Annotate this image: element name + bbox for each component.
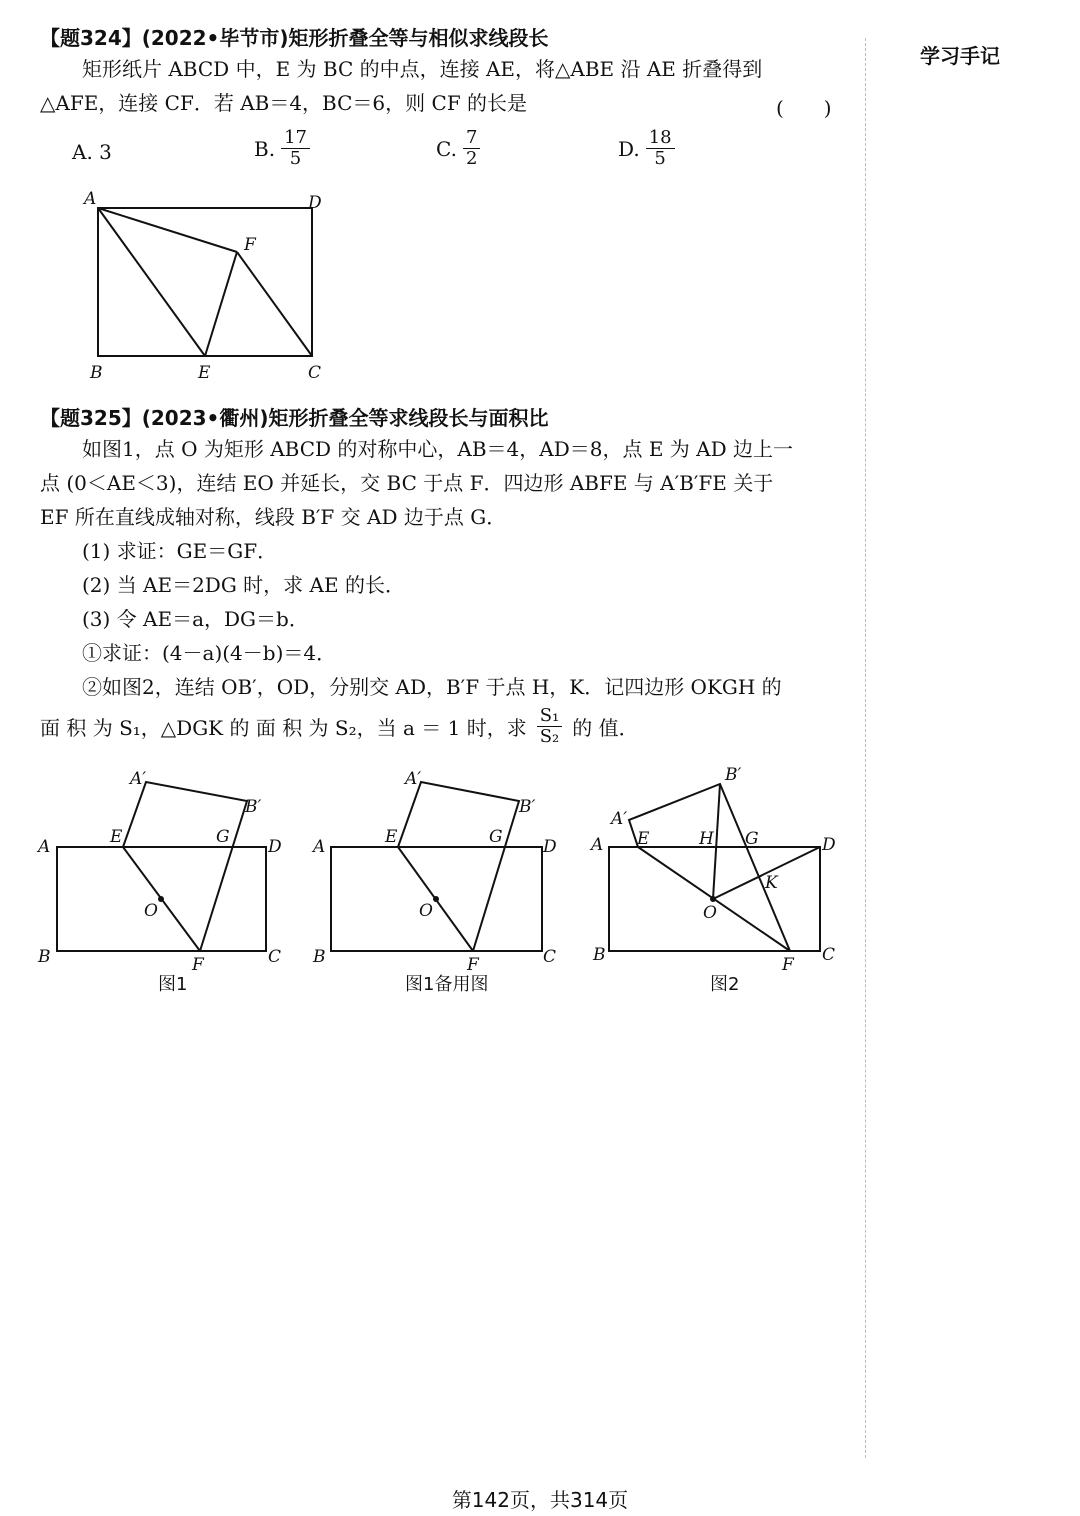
figure2-caption: 图2 [710, 974, 740, 995]
segment-fe [205, 252, 237, 356]
q325-part3c [40, 706, 639, 747]
q324-option-c [436, 128, 480, 169]
q325-figure1-backup [305, 760, 575, 1000]
center-point-o [433, 896, 439, 902]
q325-part3b: ②如图2，连结 OB′，OD，分别交 AD，B′F 于点 H，K．记四边形 OKGH 的 [82, 675, 782, 699]
option-b-label: B. [254, 136, 276, 161]
label-F: F [467, 955, 479, 975]
label-D: D [822, 835, 836, 855]
segment-af [98, 208, 237, 252]
q325-header: 【题325】(2023•衢州)矩形折叠全等求线段长与面积比 [40, 406, 549, 430]
label-A: A [313, 837, 326, 857]
q324-text-line2: △AFE，连接 CF．若 AB＝4，BC＝6，则 CF 的长是 [40, 91, 528, 115]
label-F: F [244, 235, 256, 255]
margin-divider [865, 38, 866, 1458]
q324-figure [60, 180, 360, 390]
q325-text-line2: 点 (0＜AE＜3)，连结 EO 并延长，交 BC 于点 F．四边形 ABFE 与 A′B′FE 关于 [40, 471, 774, 495]
sidebar-title: 学习手记 [920, 44, 1000, 68]
q325-part3a: ①求证：(4－a)(4－b)＝4． [82, 641, 337, 665]
option-b-denominator: 5 [289, 148, 302, 169]
label-C: C [543, 947, 557, 967]
label-E: E [110, 827, 123, 847]
option-d-numerator: 18 [646, 128, 675, 149]
label-B: B [90, 363, 103, 383]
q325-part1: (1) 求证：GE＝GF． [82, 539, 278, 563]
option-b-numerator: 17 [281, 128, 310, 149]
option-c-label: C. [436, 136, 457, 161]
q325-part3: (3) 令 AE＝a，DG＝b． [82, 607, 309, 631]
figure1-backup-caption: 图1备用图 [405, 974, 489, 995]
label-B: B [593, 945, 606, 965]
folded-quad [123, 782, 247, 951]
segment-fc [237, 252, 312, 356]
label-E: E [198, 363, 211, 383]
q324-answer-bracket: ( ) [776, 96, 832, 120]
q324-header: 【题324】(2022•毕节市)矩形折叠全等与相似求线段长 [40, 26, 549, 50]
label-D: D [308, 193, 322, 213]
q325-part2: (2) 当 AE＝2DG 时，求 AE 的长． [82, 573, 405, 597]
label-F: F [192, 955, 204, 975]
label-A-prime: A′ [611, 809, 628, 829]
label-C: C [308, 363, 322, 383]
q325-figure2 [585, 760, 855, 1000]
q324-option-a: A. 3 [72, 140, 112, 164]
q325-figure1 [30, 760, 300, 1000]
label-D: D [268, 837, 282, 857]
option-c-numerator: 7 [463, 128, 480, 149]
q324-text-line1: 矩形纸片 ABCD 中，E 为 BC 的中点，连接 AE，将△ABE 沿 AE 折叠得到 [82, 57, 763, 81]
label-B: B [38, 947, 51, 967]
label-A-prime: A′ [130, 769, 147, 789]
ratio-denominator: S₂ [539, 726, 560, 747]
label-G: G [489, 827, 503, 847]
label-O: O [144, 901, 158, 921]
part3c-text: 面 积 为 S₁，△DGK 的 面 积 为 S₂，当 a ＝ 1 时，求 [40, 716, 527, 740]
label-G: G [745, 829, 759, 849]
folded-quad [629, 784, 790, 951]
label-A: A [591, 835, 604, 855]
label-O: O [703, 903, 717, 923]
center-point-o [710, 896, 716, 902]
rectangle-abcd [98, 208, 312, 356]
ratio-numerator: S₁ [537, 706, 563, 727]
label-F: F [782, 955, 794, 975]
q325-text-line1: 如图1，点 O 为矩形 ABCD 的对称中心，AB＝4，AD＝8，点 E 为 AD 边上一 [82, 437, 793, 461]
label-B: B [313, 947, 326, 967]
label-G: G [216, 827, 230, 847]
label-A: A [38, 837, 51, 857]
label-B-prime: B′ [519, 797, 536, 817]
part3c-tail: 的 值． [572, 716, 639, 740]
label-C: C [822, 945, 836, 965]
option-d-denominator: 5 [654, 148, 666, 169]
figure1-caption: 图1 [158, 974, 188, 995]
label-K: K [765, 873, 778, 893]
segment-ae [98, 208, 205, 356]
option-d-label: D. [618, 136, 640, 161]
folded-quad [398, 782, 519, 951]
q325-text-line3: EF 所在直线成轴对称，线段 B′F 交 AD 边于点 G． [40, 505, 507, 529]
label-A-prime: A′ [405, 769, 422, 789]
label-A: A [84, 189, 97, 209]
center-point-o [158, 896, 164, 902]
q324-option-d [618, 128, 675, 169]
page-number: 第142页，共314页 [451, 1488, 629, 1512]
label-E: E [637, 829, 650, 849]
label-E: E [385, 827, 398, 847]
label-B-prime: B′ [725, 765, 742, 785]
label-D: D [543, 837, 557, 857]
segment-ob-prime [713, 784, 720, 899]
label-O: O [419, 901, 433, 921]
q324-option-b [254, 128, 310, 169]
label-H: H [699, 829, 714, 849]
option-c-denominator: 2 [465, 148, 478, 169]
label-B-prime: B′ [245, 797, 262, 817]
label-C: C [268, 947, 282, 967]
